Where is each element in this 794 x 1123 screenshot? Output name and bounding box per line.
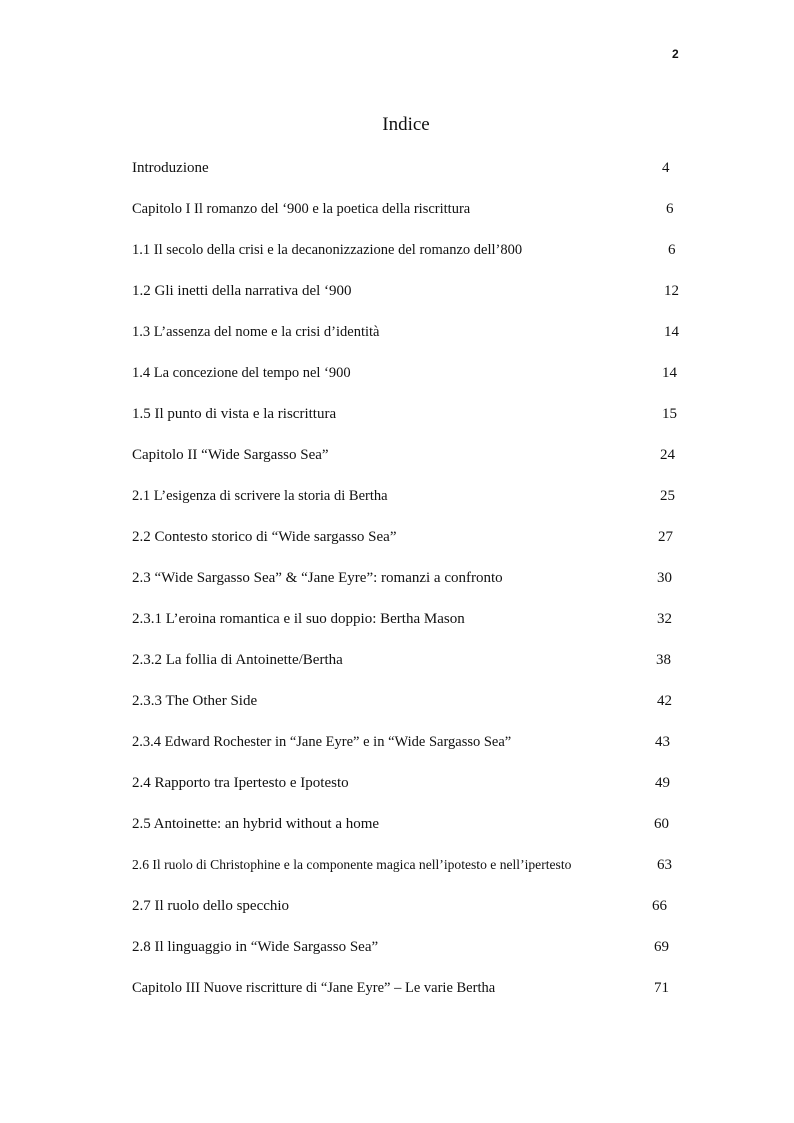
toc-entry-label: 2.3.2 La follia di Antoinette/Bertha (132, 652, 343, 668)
toc-entry (132, 896, 692, 937)
toc-entry (132, 855, 692, 896)
toc-entry (132, 814, 692, 855)
toc-entry (132, 609, 692, 650)
toc-entry-page: 38 (656, 652, 671, 668)
toc-entry (132, 158, 692, 199)
toc-entry (132, 486, 692, 527)
toc-entry-page: 14 (664, 324, 679, 340)
toc-entry-page: 27 (658, 529, 673, 545)
toc-entry-label: Capitolo III Nuove riscritture di “Jane Eyre” – Le varie Bertha (132, 980, 496, 996)
toc-entry-page: 63 (657, 857, 672, 873)
toc-entry-page: 4 (662, 160, 670, 176)
toc-entry-label: 2.3.1 L’eroina romantica e il suo doppio: Bertha Mason (132, 611, 465, 627)
toc-entry-label: 2.3 “Wide Sargasso Sea” & “Jane Eyre”: romanzi a confronto (132, 570, 503, 586)
toc-entry (132, 404, 692, 445)
toc-entry-page: 24 (660, 447, 675, 463)
toc-entry-page: 71 (654, 980, 669, 996)
toc-entry-page: 6 (668, 242, 676, 258)
toc-entry-label: 2.8 Il linguaggio in “Wide Sargasso Sea” (132, 939, 379, 955)
toc-entry (132, 691, 692, 732)
toc-entry-label: 2.7 Il ruolo dello specchio (132, 898, 290, 914)
toc-entry (132, 937, 692, 978)
toc-entry-label: Capitolo II “Wide Sargasso Sea” (132, 447, 329, 463)
table-of-contents (132, 158, 692, 1019)
toc-entry (132, 445, 692, 486)
toc-entry-label: 1.5 Il punto di vista e la riscrittura (132, 406, 337, 422)
page-title: Indice (382, 114, 430, 135)
toc-entry-page: 43 (655, 734, 670, 750)
toc-entry-label: 1.1 Il secolo della crisi e la decanonizzazione del romanzo dell’800 (132, 242, 523, 258)
toc-entry (132, 322, 692, 363)
toc-entry-page: 69 (654, 939, 669, 955)
toc-entry-label: 2.5 Antoinette: an hybrid without a home (132, 816, 380, 832)
toc-entry-page: 6 (666, 201, 674, 217)
toc-entry-label: 1.3 L’assenza del nome e la crisi d’identità (132, 324, 380, 340)
toc-entry-label: 2.3.3 The Other Side (132, 693, 258, 709)
toc-entry-page: 42 (657, 693, 672, 709)
toc-entry-page: 12 (664, 283, 679, 299)
toc-entry-label: Introduzione (132, 160, 209, 176)
toc-entry (132, 650, 692, 691)
toc-entry (132, 732, 692, 773)
toc-entry-page: 66 (652, 898, 667, 914)
toc-entry-label: 1.4 La concezione del tempo nel ‘900 (132, 365, 351, 381)
toc-entry-page: 30 (657, 570, 672, 586)
toc-entry-page: 15 (662, 406, 677, 422)
toc-entry (132, 281, 692, 322)
toc-entry (132, 363, 692, 404)
toc-entry-page: 60 (654, 816, 669, 832)
toc-entry (132, 240, 692, 281)
toc-entry-label: 2.1 L’esigenza di scrivere la storia di Bertha (132, 488, 388, 504)
toc-entry-label: 2.6 Il ruolo di Christophine e la componente magica nell’ipotesto e nell’ipertesto (132, 857, 572, 872)
toc-entry-page: 14 (662, 365, 677, 381)
toc-entry (132, 199, 692, 240)
toc-entry (132, 773, 692, 814)
toc-entry-label: Capitolo I Il romanzo del ‘900 e la poetica della riscrittura (132, 201, 471, 217)
toc-entry-label: 2.3.4 Edward Rochester in “Jane Eyre” e in “Wide Sargasso Sea” (132, 734, 512, 750)
page-number: 2 (672, 47, 679, 61)
toc-entry (132, 978, 692, 1019)
toc-entry (132, 568, 692, 609)
toc-entry-label: 1.2 Gli inetti della narrativa del ‘900 (132, 283, 352, 299)
toc-entry-page: 49 (655, 775, 670, 791)
toc-entry-page: 25 (660, 488, 675, 504)
toc-entry-label: 2.2 Contesto storico di “Wide sargasso Sea” (132, 529, 397, 545)
toc-entry-page: 32 (657, 611, 672, 627)
toc-entry (132, 527, 692, 568)
toc-entry-label: 2.4 Rapporto tra Ipertesto e Ipotesto (132, 775, 349, 791)
